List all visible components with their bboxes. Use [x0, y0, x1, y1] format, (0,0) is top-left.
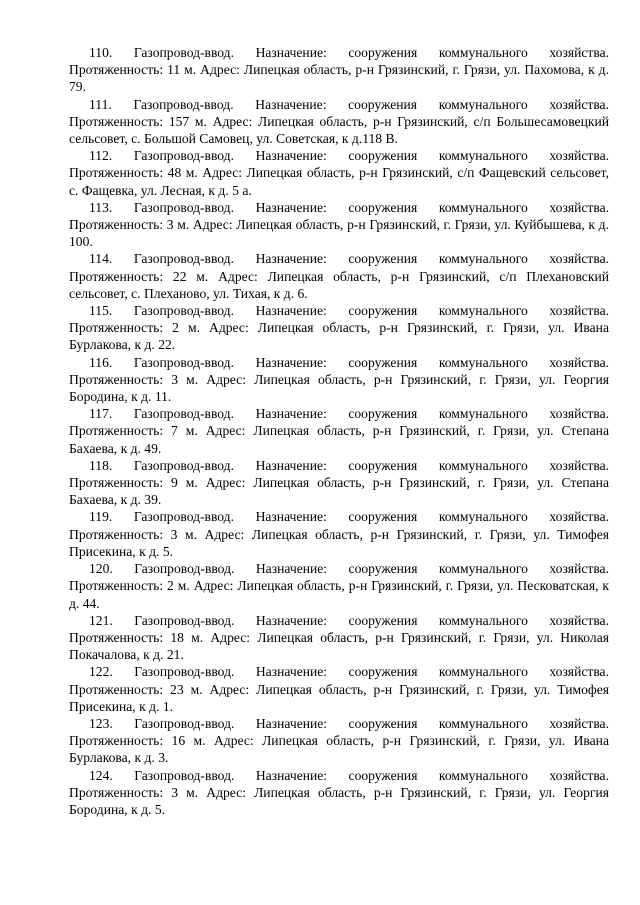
list-item: 117. Газопровод-ввод. Назначение: сооружения коммунального хозяйства. Протяженность: 7 м. Адрес: Липецкая область, р-н Грязинский, г. Грязи, ул. Степана Бахаева, к д. 49.: [69, 406, 609, 456]
list-item: 121. Газопровод-ввод. Назначение: сооружения коммунального хозяйства. Протяженность: 18 м. Адрес: Липецкая область, р-н Грязинский, г. Грязи, ул. Николая Покачалова, к д. 21.: [69, 612, 609, 663]
list-item: 113. Газопровод-ввод. Назначение: сооружения коммунального хозяйства. Протяженность: 3 м. Адрес: Липецкая область, р-н Грязинский, г. Грязи, ул. Куйбышева, к д. 100.: [69, 199, 609, 250]
list-item: 123. Газопровод-ввод. Назначение: сооружения коммунального хозяйства. Протяженность: 16 м. Адрес: Липецкая область, р-н Грязинский, г. Грязи, ул. Ивана Бурлакова, к д. 3.: [69, 715, 609, 766]
list-item: 114. Газопровод-ввод. Назначение: сооружения коммунального хозяйства. Протяженность: 22 м. Адрес: Липецкая область, р-н Грязинский, с/п Плехановский сельсовет, с. Плеханово, ул. Тихая, к д. 6.: [69, 251, 609, 301]
list-item: 111. Газопровод-ввод. Назначение: сооружения коммунального хозяйства. Протяженность: 157 м. Адрес: Липецкая область, р-н Грязинский, с/п Большесамовецкий сельсовет, с. Большой Самовец, ул. Советская, к д.118 В.: [69, 96, 609, 147]
list-item: 119. Газопровод-ввод. Назначение: сооружения коммунального хозяйства. Протяженность: 3 м. Адрес: Липецкая область, р-н Грязинский, г. Грязи, ул. Тимофея Присекина, к д. 5.: [69, 509, 609, 559]
list-item: 118. Газопровод-ввод. Назначение: сооружения коммунального хозяйства. Протяженность: 9 м. Адрес: Липецкая область, р-н Грязинский, г. Грязи, ул. Степана Бахаева, к д. 39.: [69, 457, 609, 508]
list-item: 124. Газопровод-ввод. Назначение: сооружения коммунального хозяйства. Протяженность: 3 м. Адрес: Липецкая область, р-н Грязинский, г. Грязи, ул. Георгия Бородина, к д. 5.: [69, 767, 609, 817]
list-item: 112. Газопровод-ввод. Назначение: сооружения коммунального хозяйства. Протяженность: 48 м. Адрес: Липецкая область, р-н Грязинский, с/п Фащевский сельсовет, с. Фащевка, ул. Лесная, к д. 5 а.: [69, 148, 609, 198]
document-page: [69, 44, 609, 818]
list-item: 110. Газопровод-ввод. Назначение: сооружения коммунального хозяйства. Протяженность: 11 м. Адрес: Липецкая область, р-н Грязинский, г. Грязи, ул. Пахомова, к д. 79.: [69, 45, 609, 95]
list-item: 115. Газопровод-ввод. Назначение: сооружения коммунального хозяйства. Протяженность: 2 м. Адрес: Липецкая область, р-н Грязинский, г. Грязи, ул. Ивана Бурлакова, к д. 22.: [69, 303, 609, 353]
list-item: 116. Газопровод-ввод. Назначение: сооружения коммунального хозяйства. Протяженность: 3 м. Адрес: Липецкая область, р-н Грязинский, г. Грязи, ул. Георгия Бородина, к д. 11.: [69, 354, 609, 405]
list-item: 120. Газопровод-ввод. Назначение: сооружения коммунального хозяйства. Протяженность: 2 м. Адрес: Липецкая область, р-н Грязинский, г. Грязи, ул. Песковатская, к д. 44.: [69, 561, 609, 611]
list-item: 122. Газопровод-ввод. Назначение: сооружения коммунального хозяйства. Протяженность: 23 м. Адрес: Липецкая область, р-н Грязинский, г. Грязи, ул. Тимофея Присекина, к д. 1.: [69, 664, 609, 714]
